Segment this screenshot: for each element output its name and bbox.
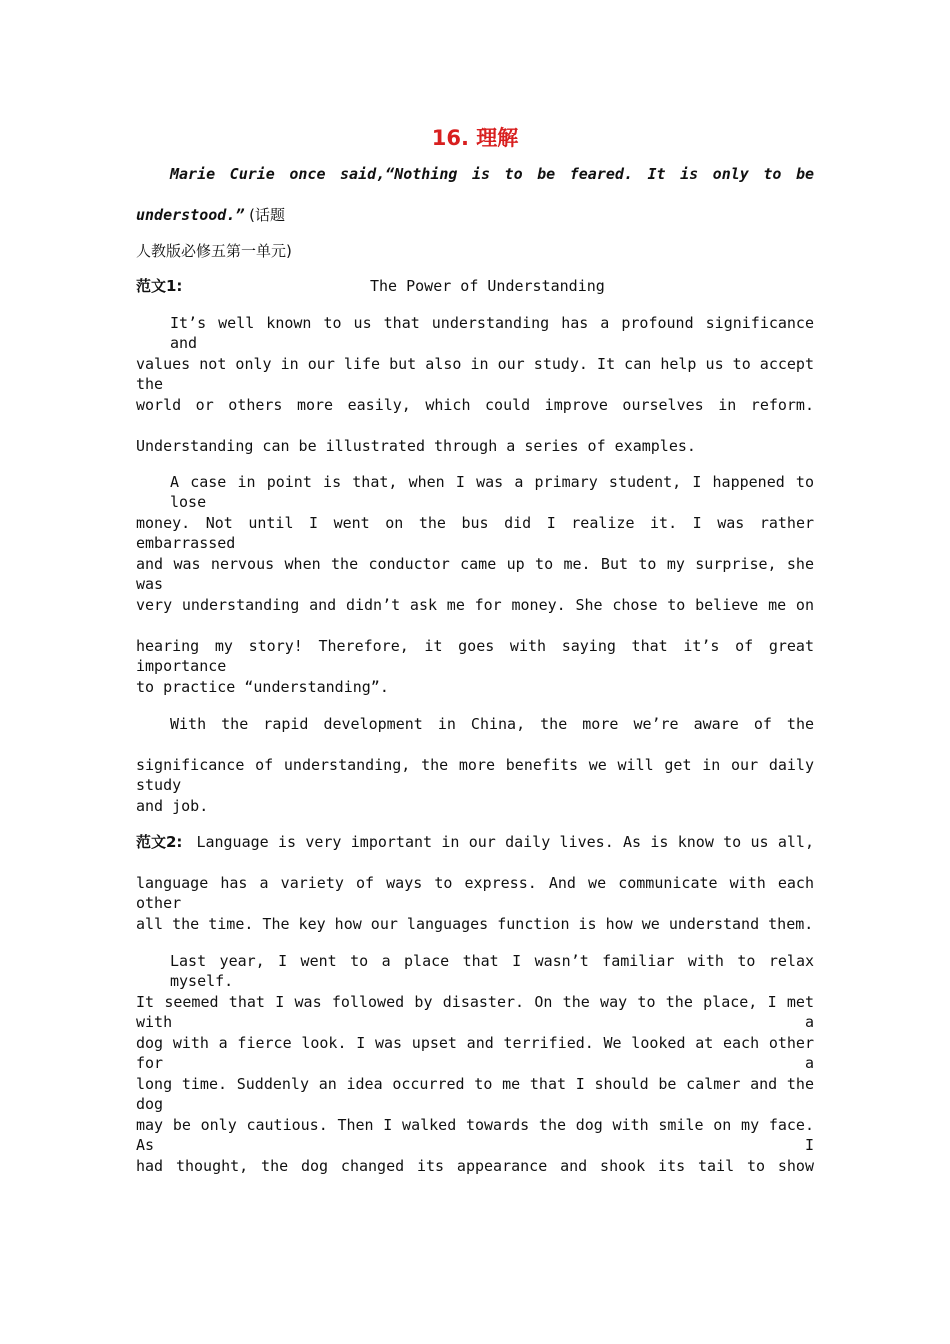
essay1-line: It’s well known to us that understanding has a profound significance and	[170, 314, 814, 352]
essay1-line: A case in point is that, when I was a primary student, I happened to lose	[170, 473, 814, 511]
essay2-line: had thought, the dog changed its appearance and shook its tail to show	[136, 1157, 814, 1175]
topic-note-end: 人教版必修五第一单元)	[136, 242, 292, 260]
essay2-line: Language is very important in our daily lives. As is know to us all,	[196, 833, 814, 851]
essay2-label: 范文2:	[136, 833, 183, 851]
quote-end: understood.”	[136, 206, 245, 224]
essay2-line: may be only cautious. Then I walked towards the dog with smile on my face. As I	[136, 1116, 814, 1154]
essay1-line: very understanding and didn’t ask me for money. She chose to believe me on	[136, 596, 814, 614]
page-title: 16. 理解	[431, 126, 519, 150]
essay2-line: dog with a fierce look. I was upset and terrified. We looked at each other for a	[136, 1034, 814, 1072]
essay2-line: all the time. The key how our languages function is how we understand them.	[136, 915, 814, 933]
essay2-line: long time. Suddenly an idea occurred to me that I should be calmer and the dog	[136, 1075, 814, 1113]
essay1-line: money. Not until I went on the bus did I realize it. I was rather embarrassed	[136, 514, 814, 552]
quote-line-2	[136, 205, 814, 225]
essay1-title: The Power of Understanding	[370, 277, 605, 295]
essay1-line: world or others more easily, which could improve ourselves in reform.	[136, 396, 814, 414]
essay2-line: It seemed that I was followed by disaster. On the way to the place, I met with a	[136, 993, 814, 1031]
essay1-label: 范文1:	[136, 277, 183, 295]
essay1-line: values not only in our life but also in our study. It can help us to accept the	[136, 355, 814, 393]
essay2-line: Last year, I went to a place that I wasn’t familiar with to relax myself.	[170, 952, 814, 990]
topic-note-start: (话题	[244, 206, 285, 224]
essay1-line: to practice “understanding”.	[136, 678, 389, 696]
essay1-line: With the rapid development in China, the more we’re aware of the	[170, 715, 814, 733]
essay1-line: significance of understanding, the more benefits we will get in our daily study	[136, 756, 814, 794]
essay1-line: Understanding can be illustrated through a series of examples.	[136, 437, 696, 455]
essay1-line: hearing my story! Therefore, it goes with saying that it’s of great importance	[136, 637, 814, 675]
essay2-first-row	[136, 832, 814, 852]
essay1-line: and was nervous when the conductor came up to me. But to my surprise, she was	[136, 555, 814, 593]
essay1-line: and job.	[136, 797, 209, 815]
essay2-line: language has a variety of ways to express. And we communicate with each other	[136, 874, 814, 912]
quote-line-1: Marie Curie once said,“Nothing is to be feared. It is only to be	[170, 165, 814, 183]
